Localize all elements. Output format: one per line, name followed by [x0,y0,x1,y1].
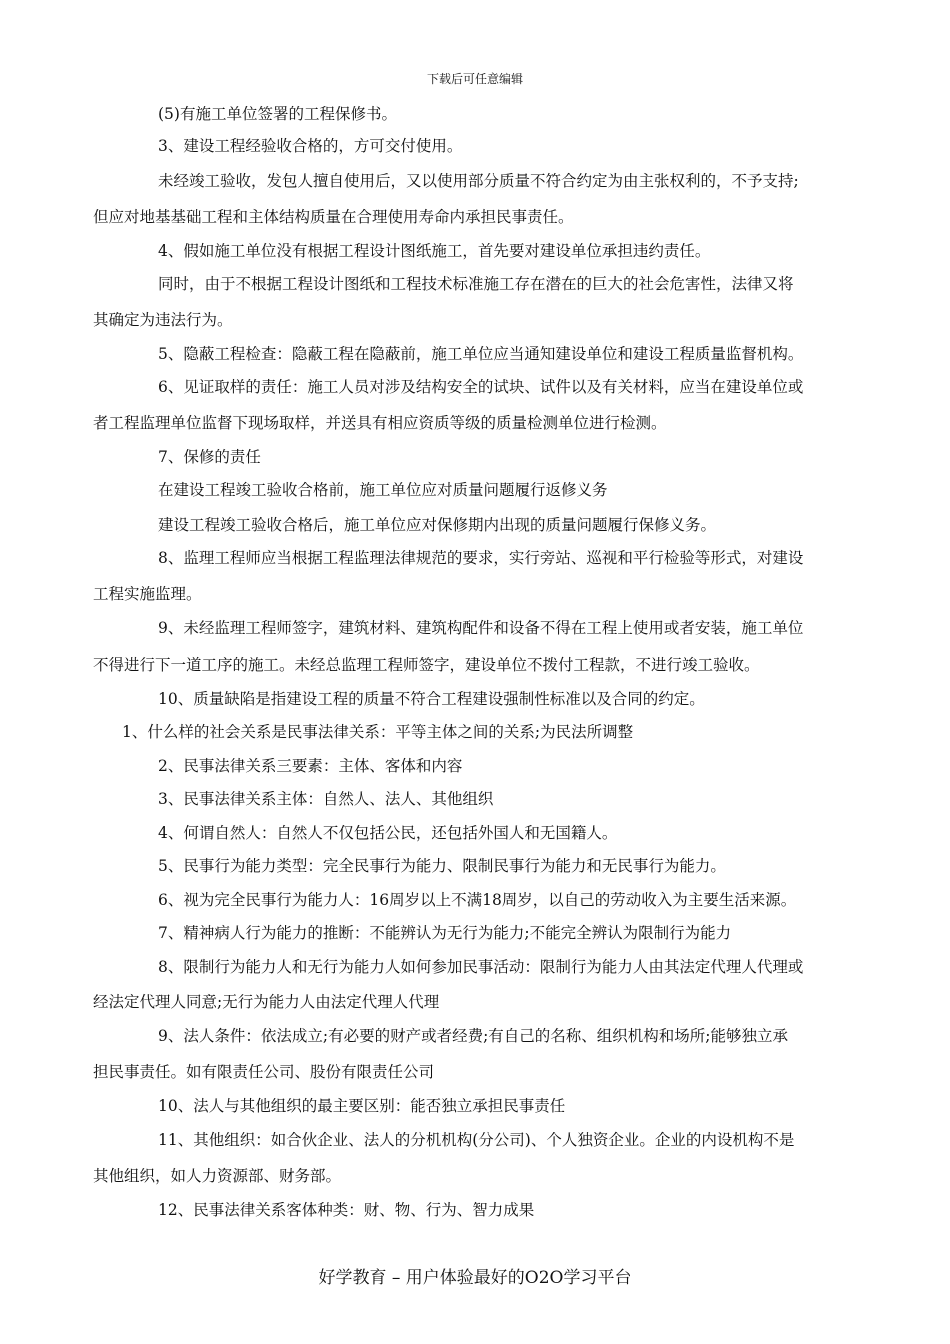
paragraph-line: 5、民事行为能力类型：完全民事行为能力、限制民事行为能力和无民事行为能力。 [158,857,726,875]
paragraph-line: 2、民事法律关系三要素：主体、客体和内容 [158,757,463,775]
paragraph-line: 其他组织，如人力资源部、财务部。 [93,1167,342,1185]
paragraph-line: 但应对地基基础工程和主体结构质量在合理使用寿命内承担民事责任。 [93,208,574,226]
paragraph-line: 工程实施监理。 [93,585,202,603]
paragraph-line: 者工程监理单位监督下现场取样，并送具有相应资质等级的质量检测单位进行检测。 [93,414,667,432]
paragraph-line: 担民事责任。如有限责任公司、股份有限责任公司 [93,1063,435,1081]
paragraph-line: 3、建设工程经验收合格的，方可交付使用。 [158,137,463,155]
paragraph-line: 8、限制行为能力人和无行为能力人如何参加民事活动：限制行为能力人由其法定代理人代理或 [158,958,804,976]
paragraph-line: 3、民事法律关系主体：自然人、法人、其他组织 [158,790,494,808]
paragraph-line: 10、质量缺陷是指建设工程的质量不符合工程建设强制性标准以及合同的约定。 [158,690,705,708]
paragraph-line: 11、其他组织：如合伙企业、法人的分机机构(分公司)、个人独资企业。企业的内设机构不是 [158,1131,795,1149]
paragraph-line: 8、监理工程师应当根据工程监理法律规范的要求，实行旁站、巡视和平行检验等形式，对建设 [158,549,804,567]
page-header: 下载后可任意编辑 [426,72,523,86]
paragraph-line: 9、未经监理工程师签字，建筑材料、建筑构配件和设备不得在工程上使用或者安装，施工单位 [158,619,804,637]
paragraph-line: 6、视为完全民事行为能力人：16周岁以上不满18周岁，以自己的劳动收入为主要生活来源。 [158,891,797,909]
paragraph-line: 经法定代理人同意;无行为能力人由法定代理人代理 [93,993,440,1011]
paragraph-line: 5、隐蔽工程检查：隐蔽工程在隐蔽前，施工单位应当通知建设单位和建设工程质量监督机构。 [158,345,804,363]
paragraph-line: 在建设工程竣工验收合格前，施工单位应对质量问题履行返修义务 [158,481,608,499]
paragraph-line: 不得进行下一道工序的施工。未经总监理工程师签字，建设单位不拨付工程款，不进行竣工验收。 [93,656,760,674]
paragraph-line: 4、何谓自然人：自然人不仅包括公民，还包括外国人和无国籍人。 [158,824,618,842]
paragraph-line: 7、精神病人行为能力的推断：不能辨认为无行为能力;不能完全辨认为限制行为能力 [158,924,732,942]
paragraph-line: 其确定为违法行为。 [93,311,233,329]
paragraph-line: 未经竣工验收，发包人擅自使用后，又以使用部分质量不符合约定为由主张权利的，不予支持; [158,172,799,190]
paragraph-line: 7、保修的责任 [158,448,261,466]
paragraph-line: 建设工程竣工验收合格后，施工单位应对保修期内出现的质量问题履行保修义务。 [158,516,717,534]
page-footer: 好学教育 – 用户体验最好的O2O学习平台 [318,1268,632,1288]
paragraph-line: 4、假如施工单位没有根据工程设计图纸施工，首先要对建设单位承担违约责任。 [158,242,711,260]
paragraph-line: (5)有施工单位签署的工程保修书。 [158,105,397,123]
paragraph-line: 6、见证取样的责任：施工人员对涉及结构安全的试块、试件以及有关材料，应当在建设单位或 [158,378,804,396]
paragraph-line: 1、什么样的社会关系是民事法律关系：平等主体之间的关系;为民法所调整 [122,723,634,741]
paragraph-line: 9、法人条件：依法成立;有必要的财产或者经费;有自己的名称、组织机构和场所;能够独立承 [158,1027,789,1045]
paragraph-line: 同时，由于不根据工程设计图纸和工程技术标准施工存在潜在的巨大的社会危害性，法律又将 [158,275,794,293]
paragraph-line: 12、民事法律关系客体种类：财、物、行为、智力成果 [158,1201,535,1219]
paragraph-line: 10、法人与其他组织的最主要区别：能否独立承担民事责任 [158,1097,566,1115]
